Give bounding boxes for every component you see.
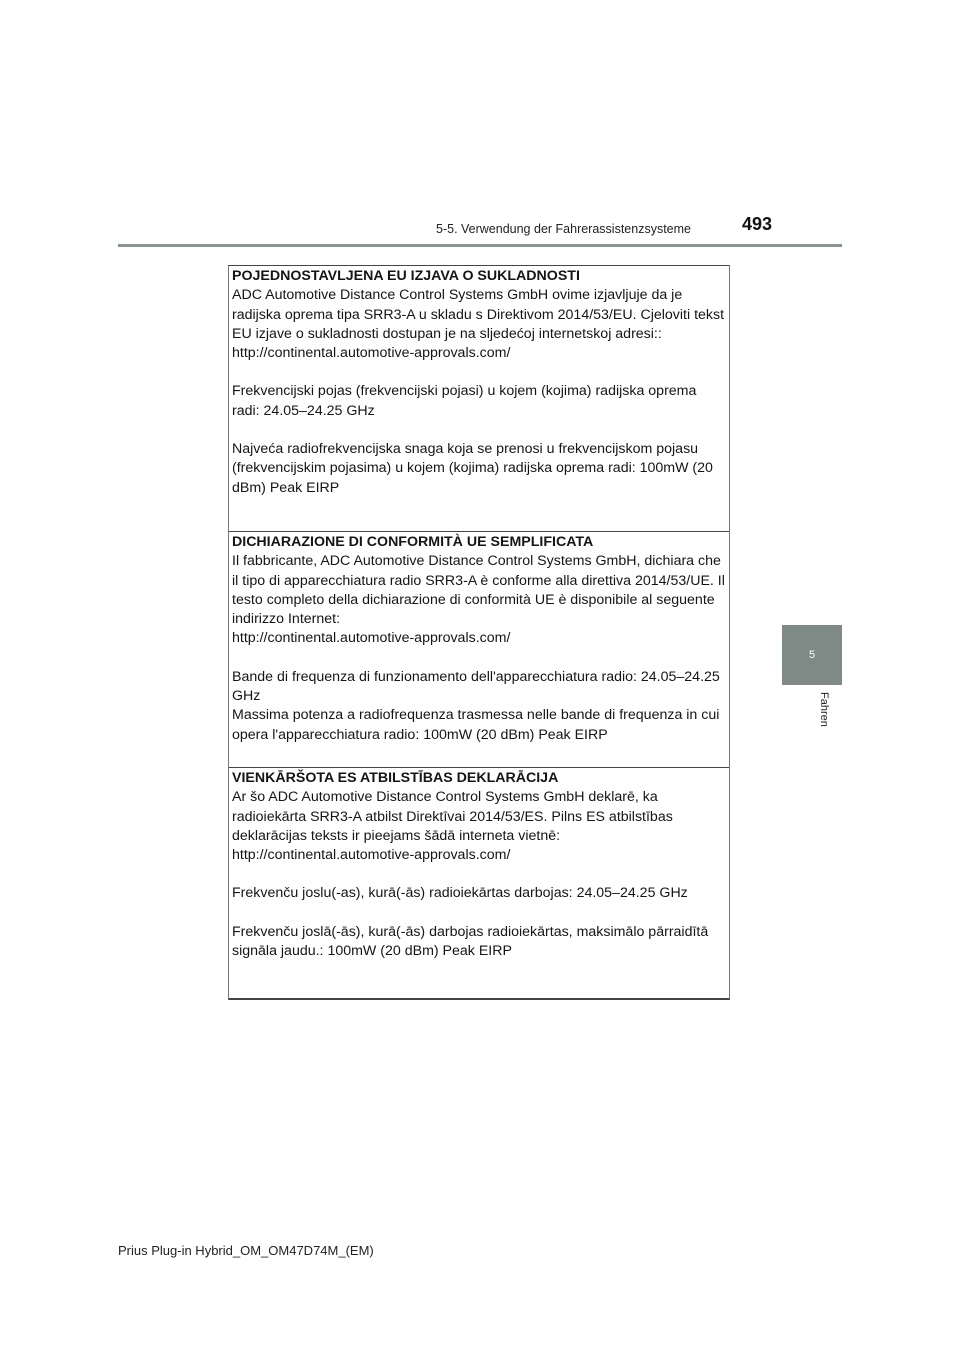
- declaration-latvian: [229, 768, 729, 961]
- chapter-tab: [782, 625, 842, 685]
- declaration-power: Massima potenza a radiofrequenza trasmessa nelle bande di frequenza in cui opera l'apparecchiatura radio: 100mW (20 dBm) Peak EIRP: [232, 707, 720, 743]
- declaration-power: Najveća radiofrekvencijska snaga koja se prenosi u frekvencijskom pojasu (frekvencijskim pojasima) u kojem (kojima) radijska oprema radi: 100mW (20 dBm) Peak EIRP: [232, 441, 713, 496]
- declaration-url: http://continental.automotive-approvals.com/: [232, 630, 511, 647]
- running-header-section-title: 5-5. Verwendung der Fahrerassistenzsysteme: [436, 222, 691, 236]
- declaration-frequency: Frekvenču joslu(-as), kurā(-ās) radioiekārtas darbojas: 24.05–24.25 GHz: [232, 885, 688, 902]
- declaration-url: http://continental.automotive-approvals.com/: [232, 345, 511, 362]
- page-number: 493: [742, 214, 773, 234]
- header-rule: [118, 244, 842, 247]
- declaration-croatian: [229, 266, 729, 498]
- declaration-italian: [229, 532, 729, 745]
- footer-document-id: Prius Plug-in Hybrid_OM_OM47D74M_(EM): [118, 1243, 374, 1258]
- declaration-heading: DICHIARAZIONE DI CONFORMITÀ UE SEMPLIFICATA: [232, 534, 594, 550]
- declaration-url: http://continental.automotive-approvals.com/: [232, 847, 511, 864]
- chapter-number: 5: [808, 649, 816, 661]
- declaration-power: Frekvenču joslā(-ās), kurā(-ās) darbojas radioiekārtas, maksimālo pārraidītā signāla jaudu.: 100mW (20 dBm) Peak EIRP: [232, 923, 709, 960]
- declaration-frequency: Bande di frequenza di funzionamento dell'apparecchiatura radio: 24.05–24.25 GHz: [232, 668, 720, 705]
- declaration-heading: VIENKĀRŠOTA ES ATBILSTĪBAS DEKLARĀCIJA: [232, 770, 559, 786]
- declaration-body: Ar šo ADC Automotive Distance Control Systems GmbH deklarē, ka radioiekārta SRR3-A atbilst Direktīvai 2014/53/ES. Pilns ES atbilstības deklarācijas teksts ir pieejams šādā interneta vietnē:: [232, 789, 673, 844]
- declaration-body: Il fabbricante, ADC Automotive Distance Control Systems GmbH, dichiara che il tipo di apparecchiatura radio SRR3-A è conforme alla direttiva 2014/53/UE. Il testo completo della dichiarazione di conformità UE è disponibile al seguente indirizzo Internet:: [232, 553, 725, 628]
- chapter-label: Fahren: [818, 692, 830, 727]
- declarations-box: [228, 265, 730, 1000]
- declaration-frequency: Frekvencijski pojas (frekvencijski pojasi) u kojem (kojima) radijska oprema radi: 24.05–24.25 GHz: [232, 383, 697, 419]
- declaration-body: ADC Automotive Distance Control Systems GmbH ovime izjavljuje da je radijska oprema tipa SRR3-A u skladu s Direktivom 2014/53/EU. Cjeloviti tekst EU izjave o sukladnosti dostupan je na sljedećoj internetskoj adresi::: [232, 287, 725, 342]
- declaration-heading: POJEDNOSTAVLJENA EU IZJAVA O SUKLADNOSTI: [232, 268, 580, 284]
